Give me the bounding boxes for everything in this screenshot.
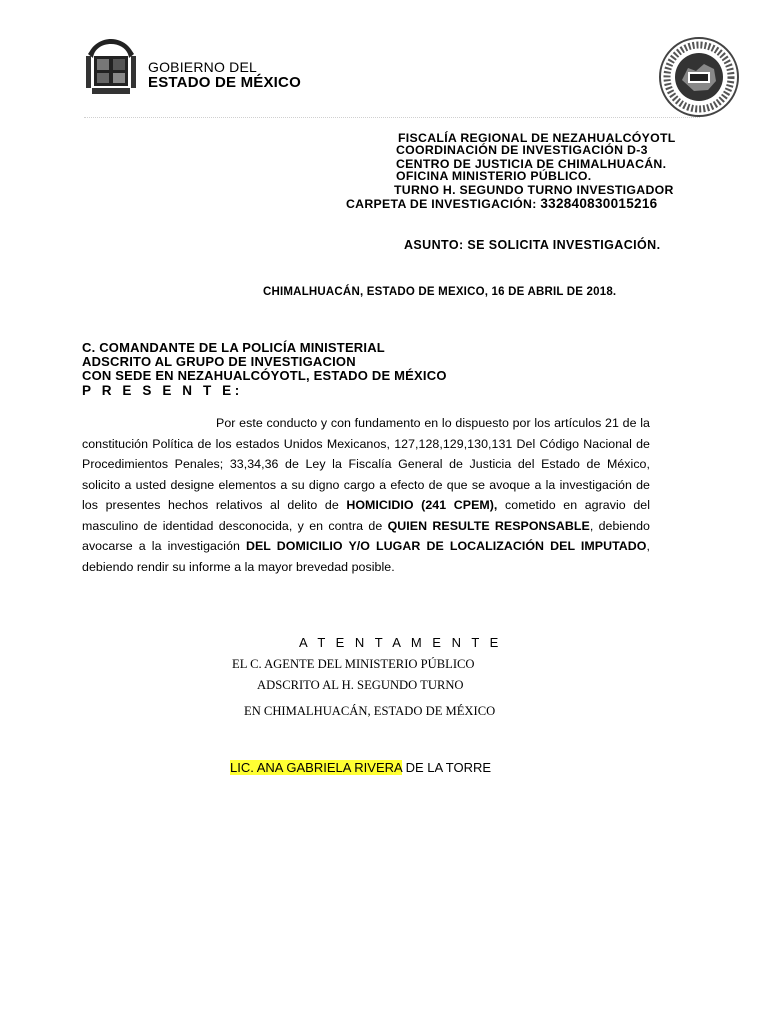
- office-line-5: TURNO H. SEGUNDO TURNO INVESTIGADOR: [394, 183, 674, 197]
- fecha: CHIMALHUACÁN, ESTADO DE MEXICO, 16 DE ABRIL DE 2018.: [263, 286, 617, 298]
- gobierno-logo: [80, 36, 308, 100]
- responsable: QUIEN RESULTE RESPONSABLE: [387, 518, 590, 533]
- gobierno-logo-line1: GOBIERNO DEL: [148, 59, 257, 75]
- destinatario-line-1: C. COMANDANTE DE LA POLICÍA MINISTERIAL: [82, 340, 385, 355]
- office-line-4: OFICINA MINISTERIO PÚBLICO.: [396, 169, 592, 183]
- destinatario-line-3: CON SEDE EN NEZAHUALCÓYOTL, ESTADO DE MÉXICO: [82, 368, 447, 383]
- estado-mexico-crest-icon: [80, 36, 142, 98]
- firma-line-1: EL C. AGENTE DEL MINISTERIO PÚBLICO: [232, 657, 475, 671]
- office-line-1: FISCALÍA REGIONAL DE NEZAHUALCÓYOTL: [398, 131, 676, 145]
- presente: P R E S E N T E:: [82, 383, 243, 398]
- destinatario-line-2: ADSCRITO AL GRUPO DE INVESTIGACION: [82, 354, 356, 369]
- carpeta-number: 332840830015216: [540, 196, 658, 211]
- gobierno-logo-line2: ESTADO DE MÉXICO: [148, 74, 301, 91]
- body-text-4: , debiendo rendir su informe a la mayor brevedad posible.: [82, 539, 650, 574]
- pgj-seal-icon: [658, 36, 740, 118]
- asunto: ASUNTO: SE SOLICITA INVESTIGACIÓN.: [404, 238, 661, 252]
- firmante-nombre-resaltado: LIC. ANA GABRIELA RIVERA: [230, 760, 402, 775]
- carpeta-label: CARPETA DE INVESTIGACIÓN:: [346, 197, 537, 211]
- firma-line-2: ADSCRITO AL H. SEGUNDO TURNO: [257, 678, 464, 692]
- body-text-1: Por este conducto y con fundamento en lo dispuesto por los artículos 21 de la constitución Política de los estados Unidos Mexicanos, 127,128,129,130,131 Del Código Nacional de Procedimientos Penales; 33,34,36 de Ley la Fiscalía General de Justicia del Estado de México, solicito a usted designe elementos a su digno cargo a efecto de que se avoque a la investigación de los presentes hechos relativos al delito de: [82, 416, 650, 512]
- firma-line-3: EN CHIMALHUACÁN, ESTADO DE MÉXICO: [244, 704, 496, 718]
- objeto-investigacion: DEL DOMICILIO Y/O LUGAR DE LOCALIZACIÓN DEL IMPUTADO: [245, 539, 647, 553]
- office-line-2: COORDINACIÓN DE INVESTIGACIÓN D-3: [396, 143, 648, 157]
- header-divider: [84, 117, 700, 118]
- delito: HOMICIDIO (241 CPEM),: [346, 498, 498, 512]
- firmante-nombre-resto: DE LA TORRE: [401, 760, 492, 775]
- atentamente: A T E N T A M E N T E: [299, 635, 502, 650]
- body-text-2: cometido en agravio del masculino de identidad desconocida, y en contra de: [82, 498, 650, 533]
- firmante-nombre: [230, 760, 491, 775]
- body-text-3: , debiendo avocarse a la investigación: [82, 518, 650, 553]
- carpeta-investigacion: [346, 196, 657, 212]
- office-line-3: CENTRO DE JUSTICIA DE CHIMALHUACÁN.: [396, 157, 667, 171]
- gobierno-logo-text: [148, 60, 301, 90]
- body-paragraph: [82, 413, 650, 577]
